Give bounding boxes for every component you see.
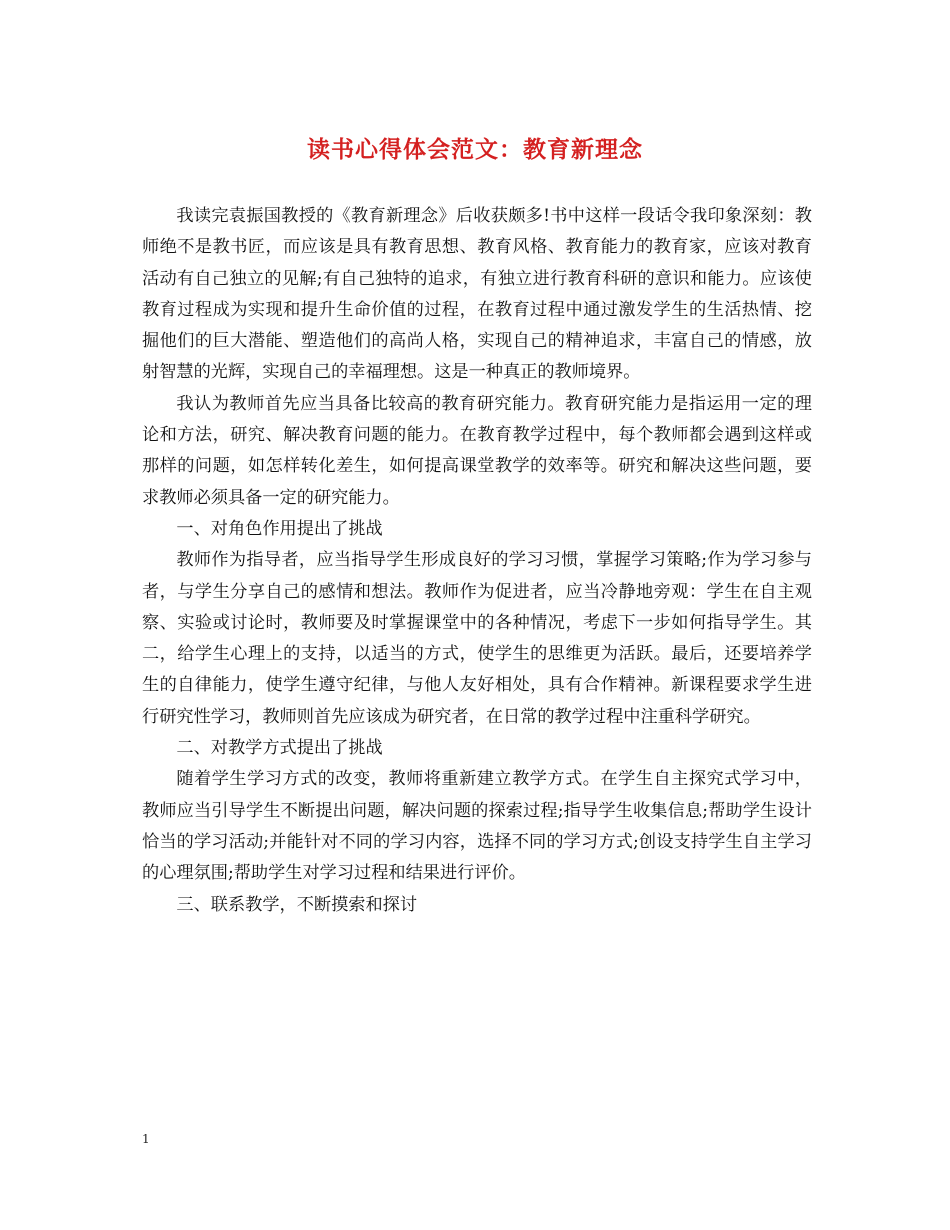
paragraph-role: 教师作为指导者，应当指导学生形成良好的学习习惯，掌握学习策略;作为学习参与者，与学生分享自己的感情和想法。教师作为促进者，应当冷静地旁观：学生在自主观察、实验或讨论时，教师要及时掌握课堂中的各种情况，考虑下一步如何指导学生。其二，给学生心理上的支持，以适当的方式，使学生的思维更为活跃。最后，还要培养学生的自律能力，使学生遵守纪律，与他人友好相处，具有合作精神。新课程要求学生进行研究性学习，教师则首先应该成为研究者，在日常的教学过程中注重科学研究。 [142, 550, 812, 727]
page-number: 1 [142, 1132, 150, 1146]
section-heading-practice: 三、联系教学，不断摸索和探讨 [176, 894, 418, 915]
document-title: 读书心得体会范文：教育新理念 [307, 136, 643, 163]
section-heading-teaching-method: 二、对教学方式提出了挑战 [176, 738, 383, 759]
section-heading-role: 一、对角色作用提出了挑战 [176, 518, 383, 539]
paragraph-teaching-method: 随着学生学习方式的改变，教师将重新建立教学方式。在学生自主探究式学习中，教师应当引导学生不断提出问题，解决问题的探索过程;指导学生收集信息;帮助学生设计恰当的学习活动;并能针对不同的学习内容，选择不同的学习方式;创设支持学生自主学习的心理氛围;帮助学生对学习过程和结果进行评价。 [142, 769, 812, 884]
paragraph-intro: 我读完袁振国教授的《教育新理念》后收获颇多!书中这样一段话令我印象深刻：教师绝不是教书匠，而应该是具有教育思想、教育风格、教育能力的教育家，应该对教育活动有自己独立的见解;有自己独特的追求，有独立进行教育科研的意识和能力。应该使教育过程成为实现和提升生命价值的过程，在教育过程中通过激发学生的生活热情、挖掘他们的巨大潜能、塑造他们的高尚人格，实现自己的精神追求，丰富自己的情感，放射智慧的光辉，实现自己的幸福理想。这是一种真正的教师境界。 [142, 206, 812, 383]
document-body [142, 201, 812, 921]
paragraph-research-ability: 我认为教师首先应当具备比较高的教育研究能力。教育研究能力是指运用一定的理论和方法，研究、解决教育问题的能力。在教育教学过程中，每个教师都会遇到这样或那样的问题，如怎样转化差生，如何提高课堂教学的效率等。研究和解决这些问题，要求教师必须具备一定的研究能力。 [142, 393, 812, 508]
